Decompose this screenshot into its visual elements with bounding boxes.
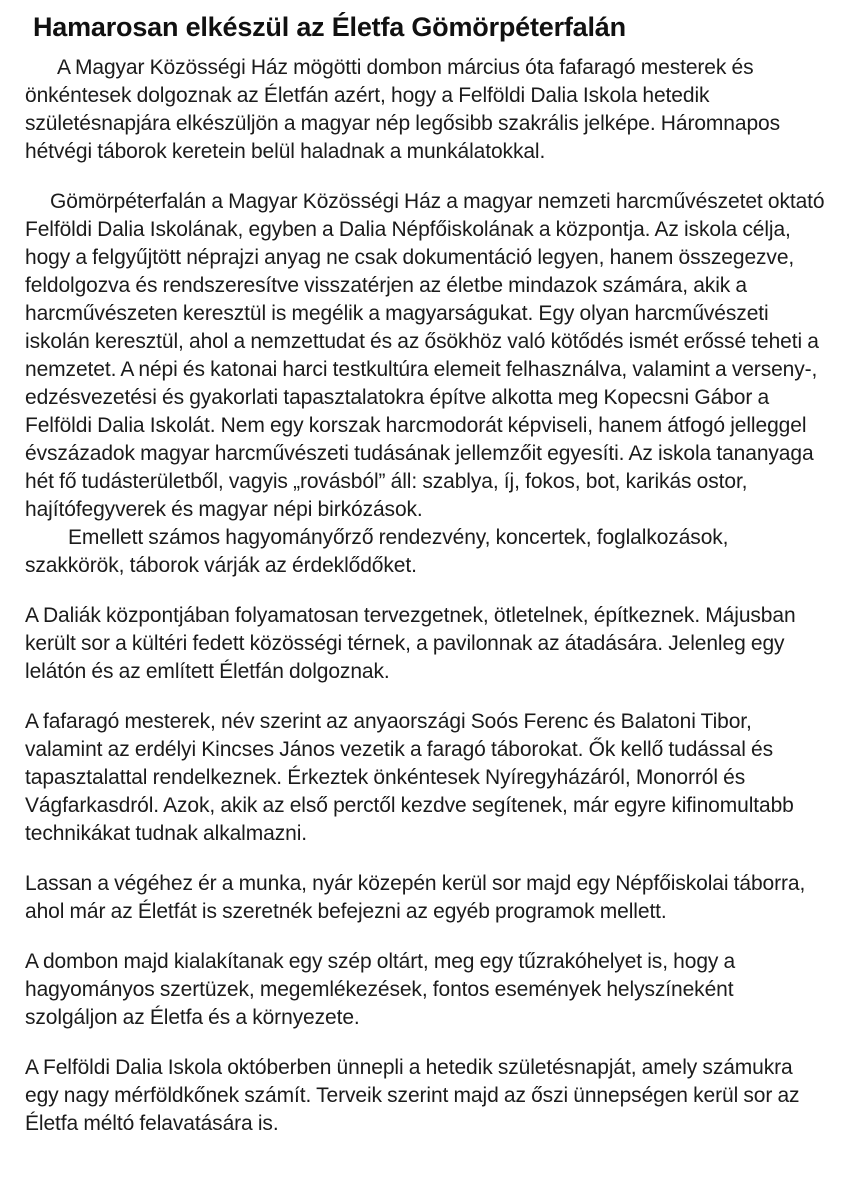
paragraph-intro: A Magyar Közösségi Ház mögötti dombon március óta fafaragó mesterek és önkéntesek dolgoznak az Életfán azért, hogy a Felföldi Dalia Iskola hetedik születésnapjára elkészüljön a magyar nép legősibb szakrális jelképe. Háromnapos hétvégi táborok keretein belül haladnak a munkálatokkal. xyxy=(25,56,781,163)
paragraph-center-building: A Daliák központjában folyamatosan tervezgetnek, ötletelnek, építkeznek. Májusban került sor a kültéri fedett közösségi térnek, a pavilonnak az átadására. Jelenleg egy lelátón és az említett Életfán dolgoznak. xyxy=(25,604,796,683)
paragraph-anniversary: A Felföldi Dalia Iskola októberben ünnepli a hetedik születésnapját, amely számukra egy nagy mérföldkőnek számít. Terveik szerint majd az őszi ünnepségen kerül sor az Életfa méltó felavatására is. xyxy=(25,1056,800,1135)
paragraph-events: Emellett számos hagyományőrző rendezvény, koncertek, foglalkozások, szakkörök, táborok várják az érdeklődőket. xyxy=(25,526,729,577)
paragraph-altar-fireplace: A dombon majd kialakítanak egy szép oltárt, meg egy tűzrakóhelyet is, hogy a hagyományos szertüzek, megemlékezések, fontos események helyszíneként szolgáljon az Életfa és a környezete. xyxy=(25,950,736,1029)
article-title: Hamarosan elkészül az Életfa Gömörpéterfalán xyxy=(33,12,626,42)
paragraph-school-description: Gömörpéterfalán a Magyar Közösségi Ház a magyar nemzeti harcművészetet oktató Felföldi Dalia Iskolának, egyben a Dalia Népfőiskolának a központja. Az iskola célja, hogy a felgyűjtött néprajzi anyag ne csak dokumentáció legyen, hanem összegezve, feldolgozva és rendszeresítve visszatérjen az életbe mindazok számára, akik a harcművészeten keresztül is megélik a magyarságukat. Egy olyan harcművészeti iskolán keresztül, ahol a nemzettudat és az ősökhöz való kötődés ismét erőssé teheti a nemzetet. A népi és katonai harci testkultúra elemeit felhasználva, valamint a verseny-, edzésvezetési és gyakorlati tapasztalatokra építve alkotta meg Kopecsni Gábor a Felföldi Dalia Iskolát. Nem egy korszak harcmodorát képviseli, hanem átfogó jelleggel évszázadok magyar harcművészeti tudásának jellemzőit egyesíti. Az iskola tananyaga hét fő tudásterületből, vagyis „rovásból” áll: szablya, íj, fokos, bot, karikás ostor, hajítófegyverek és magyar népi birkózások. xyxy=(25,190,825,521)
paragraph-summer-camp: Lassan a végéhez ér a munka, nyár közepén kerül sor majd egy Népfőiskolai táborra, ahol már az Életfát is szeretnék befejezni az egyéb programok mellett. xyxy=(25,872,806,923)
paragraph-woodcarvers: A fafaragó mesterek, név szerint az anyaországi Soós Ferenc és Balatoni Tibor, valamint az erdélyi Kincses János vezetik a faragó táborokat. Ők kellő tudással és tapasztalattal rendelkeznek. Érkeztek önkéntesek Nyíregyházáról, Monorról és Vágfarkasdról. Azok, akik az első perctől kezdve segítenek, már egyre kifinomultabb technikákat tudnak alkalmazni. xyxy=(25,710,794,845)
